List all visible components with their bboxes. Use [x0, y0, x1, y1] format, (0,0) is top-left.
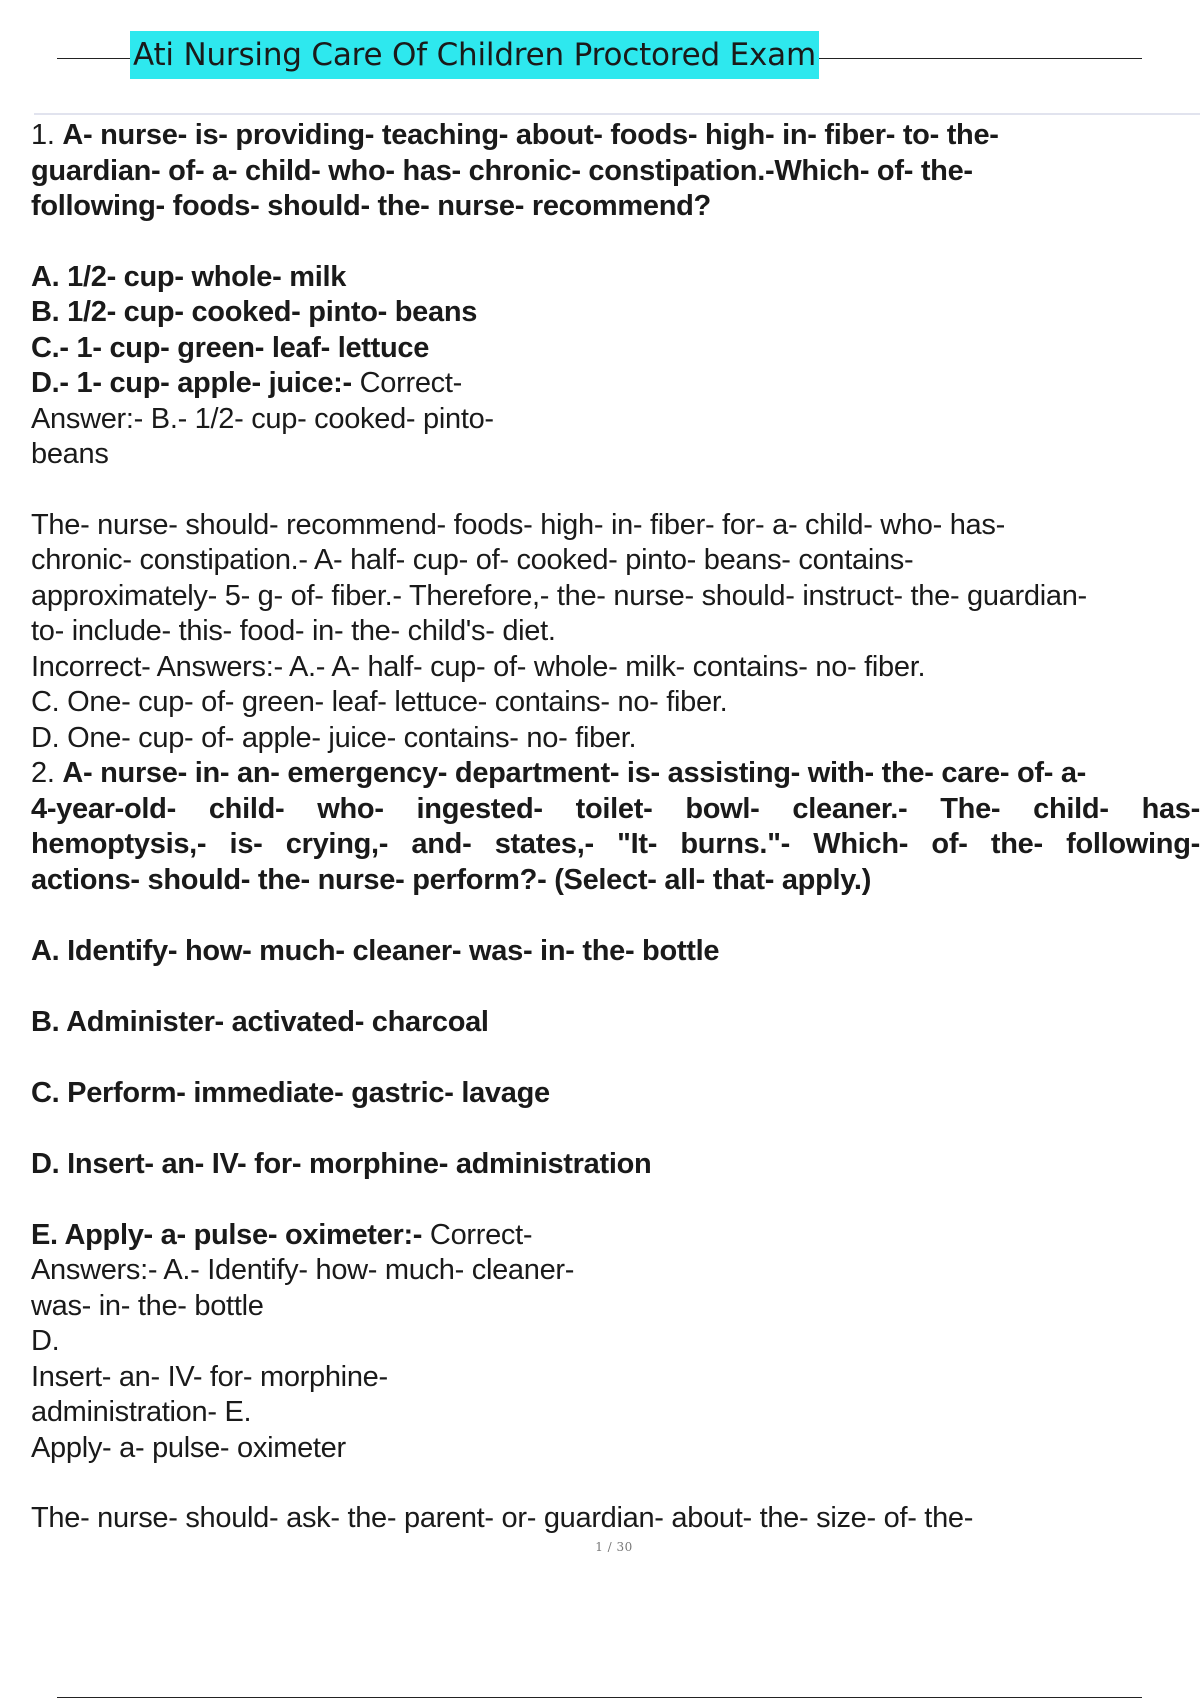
question-1-option-a: A. 1/2- cup- whole- milk	[31, 260, 347, 293]
question-2-answer-line: Answers:- A.- Identify- how- much- cleaner-	[31, 1254, 575, 1286]
footer-rule	[57, 1697, 1142, 1698]
question-2-answer-line: was- in- the- bottle	[31, 1289, 264, 1322]
question-2-answer: Correct-	[429, 1218, 533, 1251]
question-2-option-b: B. Administer- activated- charcoal	[31, 1005, 489, 1038]
question-1-answer: Correct-	[359, 367, 462, 399]
question-2-option-e: E. Apply- a- pulse- oximeter:- Correct-	[31, 1218, 533, 1251]
question-1-rationale-line: The- nurse- should- recommend- foods- high- in- fiber- for- a- child- who- has-	[31, 508, 1005, 541]
question-2-answer-line: Insert- an- IV- for- morphine-	[31, 1360, 388, 1393]
question-2-stem-line: actions- should- the- nurse- perform?- (Select- all- that- apply.)	[31, 863, 872, 896]
question-1-incorrect-line: C. One- cup- of- green- leaf- lettuce- contains- no- fiber.	[31, 686, 728, 718]
question-1-stem-line: 1. A- nurse- is- providing- teaching- about- foods- high- in- fiber- to- the-	[31, 119, 999, 151]
question-1-incorrect-line: D. One- cup- of- apple- juice- contains- no- fiber.	[31, 721, 637, 754]
question-1-incorrect-line: Incorrect- Answers:- A.- A- half- cup- of- whole- milk- contains- no- fiber.	[31, 650, 926, 683]
spacer	[31, 225, 1200, 260]
question-2-number: 2.	[31, 757, 55, 789]
spacer	[31, 473, 1200, 508]
question-2	[31, 756, 1200, 1537]
spacer	[31, 1182, 1200, 1218]
question-2-rationale-line: The- nurse- should- ask- the- parent- or- guardian- about- the- size- of- the-	[31, 1502, 974, 1534]
spacer	[31, 1111, 1200, 1147]
question-1-number: 1.	[31, 119, 55, 151]
question-2-option-c: C. Perform- immediate- gastric- lavage	[31, 1076, 550, 1109]
question-1-stem-line: guardian- of- a- child- who- has- chronic- constipation.-Which- of- the-	[31, 154, 973, 187]
question-1	[31, 118, 1200, 756]
question-1-stem-line: following- foods- should- the- nurse- recommend?	[31, 190, 711, 222]
question-1-rationale-line: chronic- constipation.- A- half- cup- of- cooked- pinto- beans- contains-	[31, 544, 914, 576]
question-2-stem-line: 4-year-old- child- who- ingested- toilet- bowl- cleaner.- The- child- has-	[31, 792, 1200, 825]
question-2-option-d: D. Insert- an- IV- for- morphine- administration	[31, 1147, 652, 1180]
question-1-rationale-line: to- include- this- food- in- the- child's- diet.	[31, 615, 556, 647]
question-2-answer-line: administration- E.	[31, 1396, 252, 1428]
question-1-rationale-line: approximately- 5- g- of- fiber.- Therefore,- the- nurse- should- instruct- the- guardian-	[31, 579, 1087, 612]
question-1-answer-line: beans	[31, 438, 109, 470]
spacer	[31, 969, 1200, 1005]
question-2-option-a: A. Identify- how- much- cleaner- was- in- the- bottle	[31, 934, 720, 967]
question-2-stem-line: hemoptysis,- is- crying,- and- states,- "It- burns."- Which- of- the- following-	[31, 828, 1200, 860]
question-2-answer-line: D.	[31, 1325, 60, 1357]
question-2-stem-line: 2. A- nurse- in- an- emergency- department- is- assisting- with- the- care- of- a-	[31, 757, 1087, 789]
spacer	[31, 1466, 1200, 1501]
header-divider	[34, 113, 1200, 115]
question-1-option-b: B. 1/2- cup- cooked- pinto- beans	[31, 296, 478, 328]
question-1-option-c: C.- 1- cup- green- leaf- lettuce	[31, 331, 430, 364]
question-1-option-d: D.- 1- cup- apple- juice:- Correct-	[31, 367, 462, 399]
document-title: Ati Nursing Care Of Children Proctored Exam	[130, 31, 819, 79]
question-1-answer-line: Answer:- B.- 1/2- cup- cooked- pinto-	[31, 402, 494, 435]
spacer	[31, 1040, 1200, 1076]
page-indicator: 1 / 30	[595, 1540, 633, 1554]
question-2-answer-line: Apply- a- pulse- oximeter	[31, 1431, 346, 1464]
spacer	[31, 898, 1200, 934]
document-body	[31, 118, 1200, 1537]
